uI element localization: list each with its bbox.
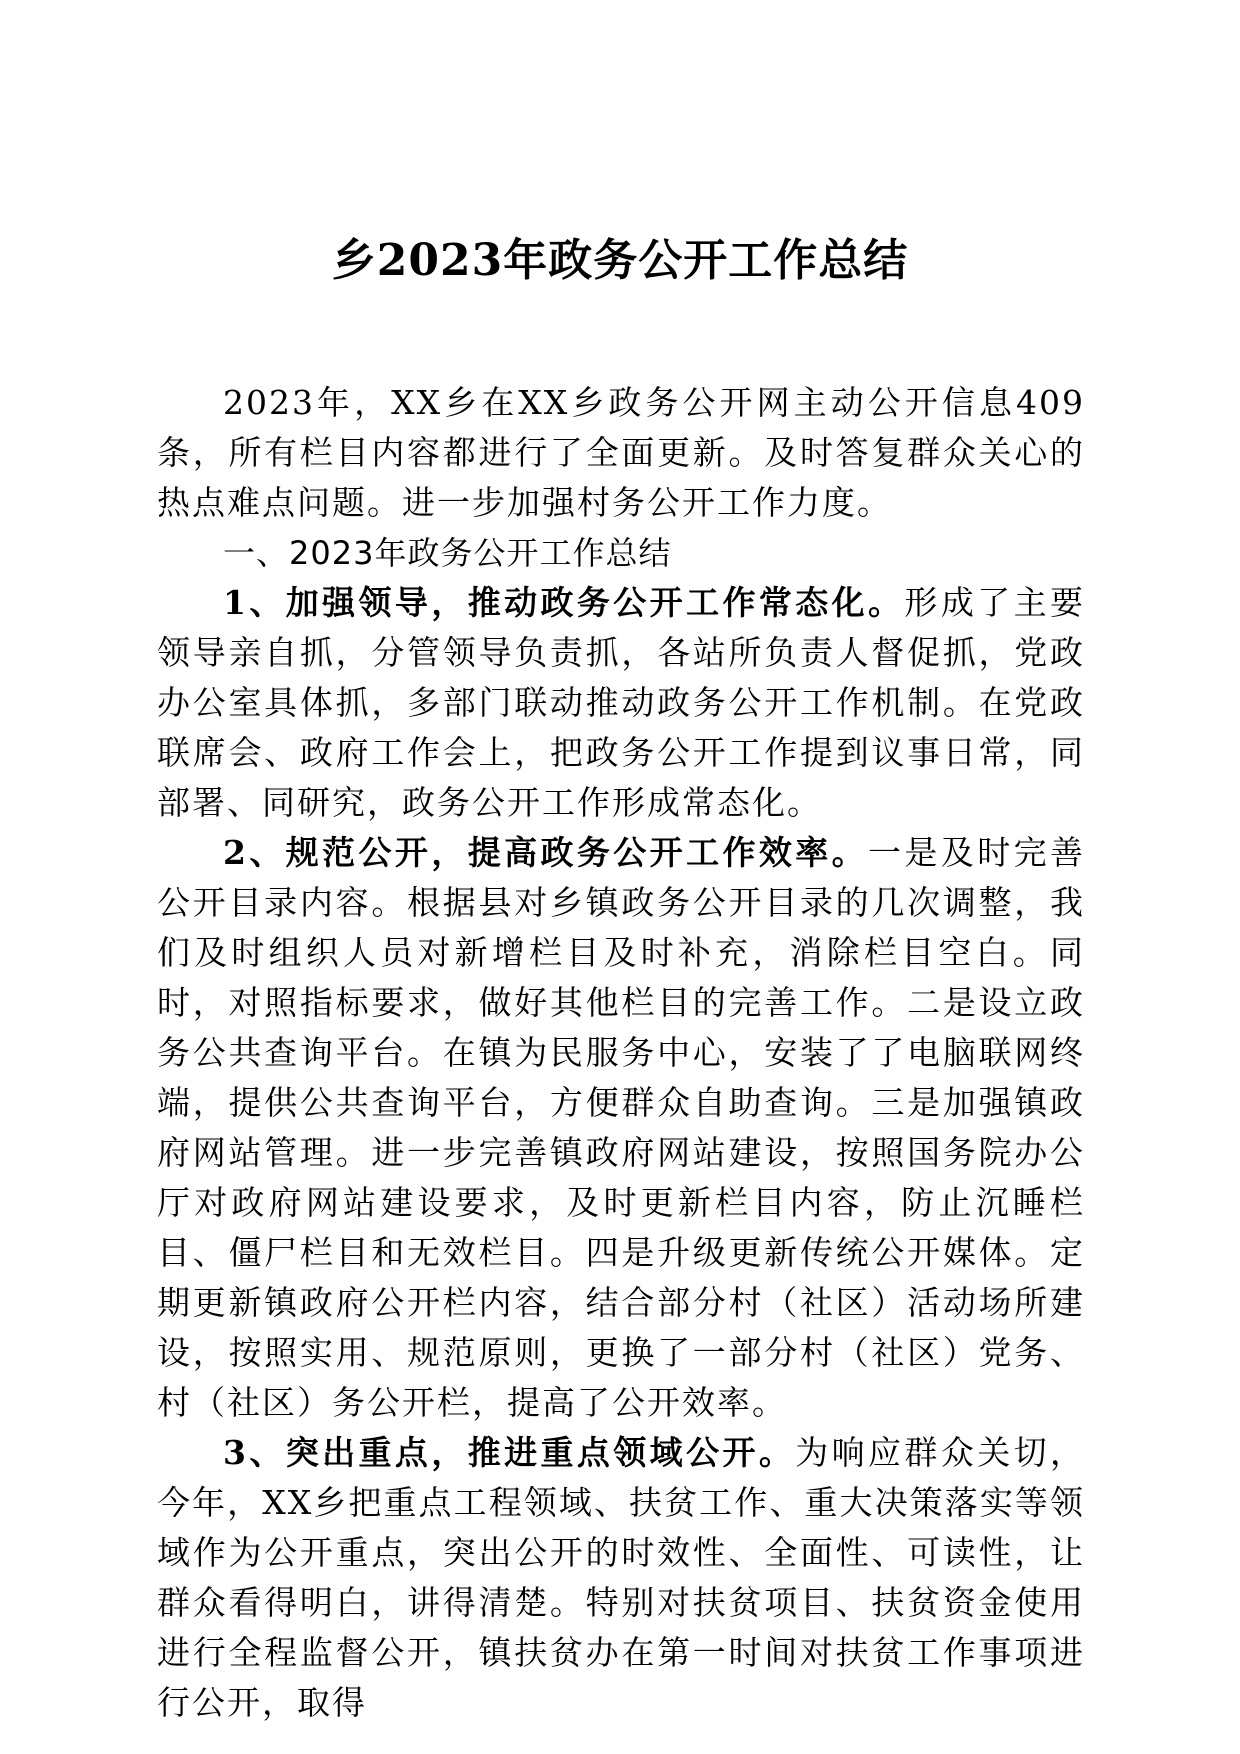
item-paragraph-1 <box>157 578 1085 828</box>
item-paragraph-2 <box>157 828 1085 1428</box>
item-text: 一是及时完善公开目录内容。根据县对乡镇政务公开目录的几次调整，我们及时组织人员对新增栏目及时补充，消除栏目空白。同时，对照指标要求，做好其他栏目的完善工作。二是设立政务公共查询平台。在镇为民服务中心，安装了了电脑联网终端，提供公共查询平台，方便群众自助查询。三是加强镇政府网站管理。进一步完善镇政府网站建设，按照国务院办公厅对政府网站建设要求，及时更新栏目内容，防止沉睡栏目、僵尸栏目和无效栏目。四是升级更新传统公开媒体。定期更新镇政府公开栏内容，结合部分村（社区）活动场所建设，按照实用、规范原则，更换了一部分村（社区）党务、村（社区）务公开栏，提高了公开效率。 <box>157 833 1085 1422</box>
item-text: 形成了主要领导亲自抓，分管领导负责抓，各站所负责人督促抓，党政办公室具体抓，多部门联动推动政务公开工作机制。在党政联席会、政府工作会上，把政务公开工作提到议事日常，同部署、同研究，政务公开工作形成常态化。 <box>157 583 1085 822</box>
item-lead: 1、加强领导，推动政务公开工作常态化。 <box>223 583 905 622</box>
intro-paragraph: 2023年，XX乡在XX乡政务公开网主动公开信息409条，所有栏目内容都进行了全面更新。及时答复群众关心的热点难点问题。进一步加强村务公开工作力度。 <box>157 383 1085 522</box>
item-text: 为响应群众关切，今年，XX乡把重点工程领域、扶贫工作、重大决策落实等领域作为公开重点，突出公开的时效性、全面性、可读性，让群众看得明白，讲得清楚。特别对扶贫项目、扶贫资金使用进行全程监督公开，镇扶贫办在第一时间对扶贫工作事项进行公开，取得 <box>157 1433 1085 1722</box>
document-title: 乡2023年政务公开工作总结 <box>331 235 909 286</box>
document-body <box>157 378 1085 1728</box>
item-lead: 3、突出重点，推进重点领域公开。 <box>223 1433 796 1472</box>
item-paragraph-3 <box>157 1428 1085 1728</box>
item-lead: 2、规范公开，提高政务公开工作效率。 <box>223 833 869 872</box>
section-heading: 一、2023年政务公开工作总结 <box>223 534 672 572</box>
